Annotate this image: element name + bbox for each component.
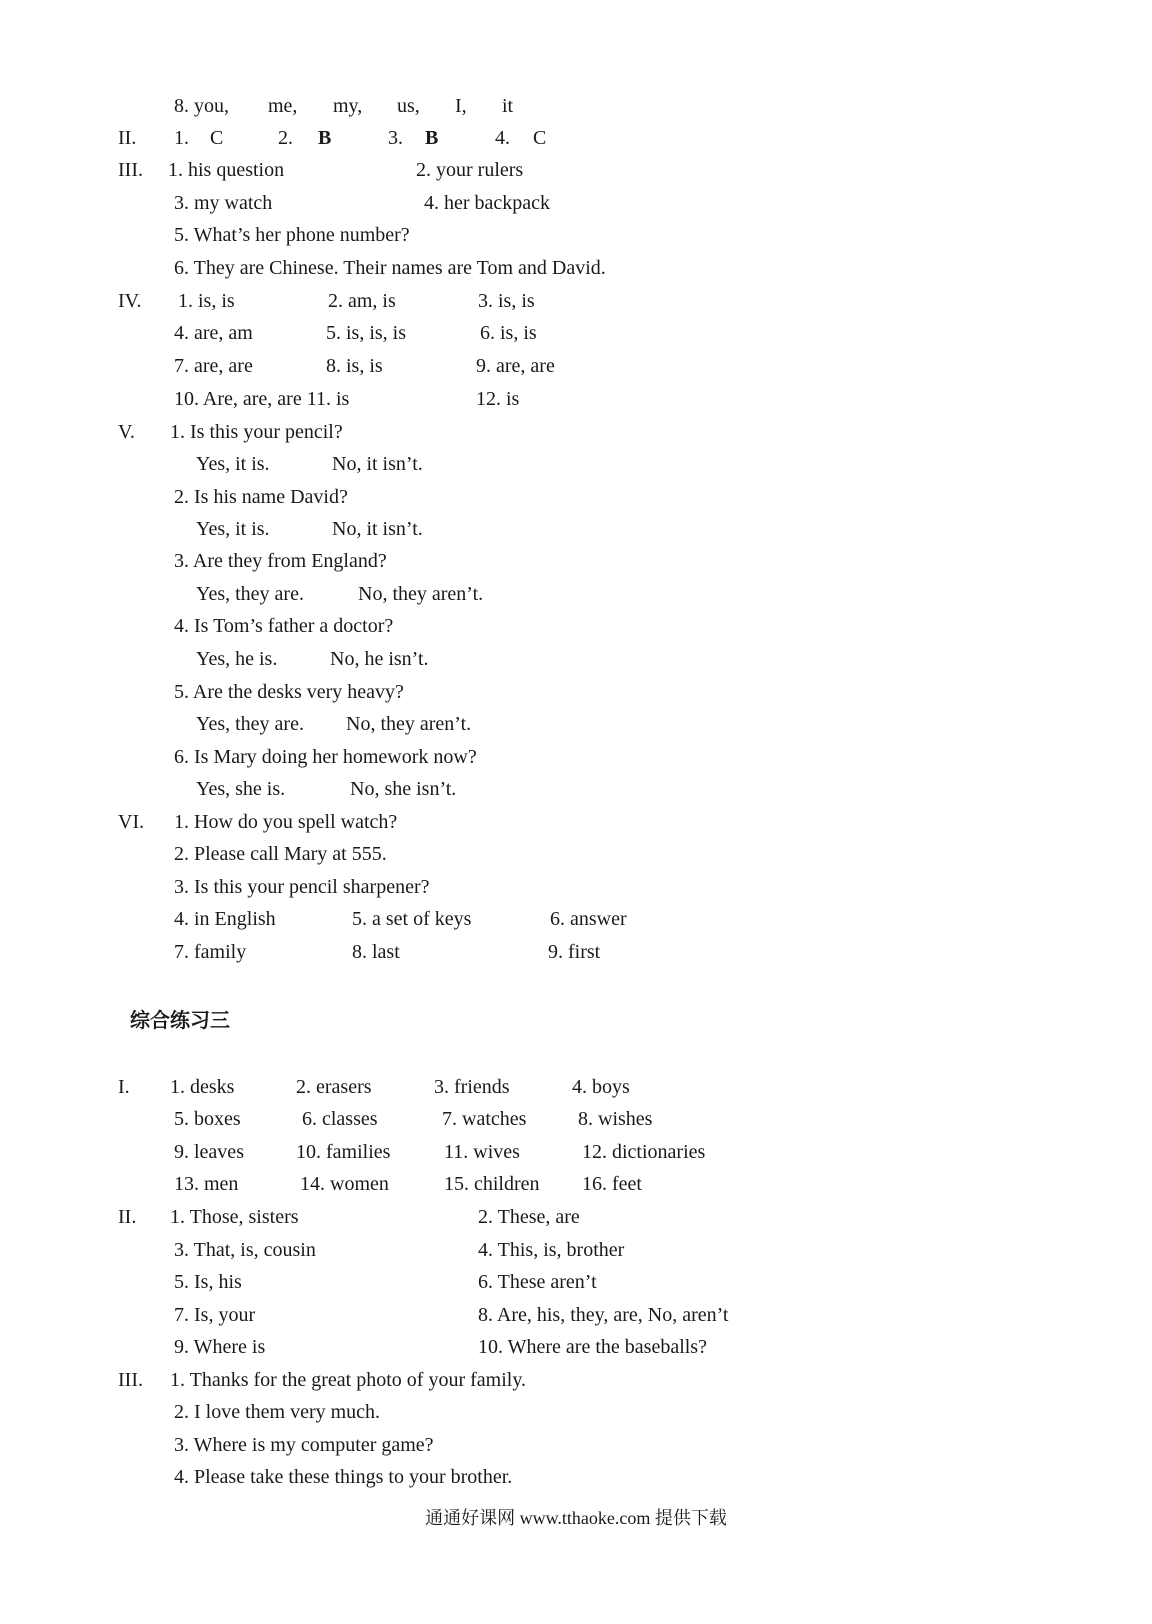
answer-item: 14. women — [300, 1173, 389, 1195]
answer-item: 9. are, are — [476, 355, 555, 377]
section-numeral: II. — [118, 127, 137, 149]
answer-item: 11. wives — [444, 1141, 520, 1163]
answer-item: 4. her backpack — [424, 192, 551, 214]
answer-item: C — [533, 127, 547, 149]
answer-item: 6. is, is — [480, 322, 537, 344]
answer-item: 3. my watch — [174, 192, 273, 214]
section-heading: 综合练习三 — [130, 1008, 230, 1032]
answer-line — [0, 839, 1152, 869]
answer-item: my, — [333, 95, 363, 117]
answer-item: 3. friends — [434, 1076, 510, 1098]
answer-line — [0, 188, 1152, 218]
answer-item: 10. Where are the baseballs? — [478, 1336, 707, 1358]
answer-line — [0, 514, 1152, 544]
answer-item: 7. are, are — [174, 355, 253, 377]
answer-item: 16. feet — [582, 1173, 642, 1195]
answer-item: 12. is — [476, 388, 520, 410]
answer-item: 3. Is this your pencil sharpener? — [174, 876, 430, 898]
answer-line — [0, 709, 1152, 739]
answer-line — [0, 1365, 1152, 1395]
answer-item: 9. leaves — [174, 1141, 244, 1163]
answer-item: 2. erasers — [296, 1076, 372, 1098]
answer-item: No, they aren’t. — [358, 583, 484, 605]
answer-item: 7. watches — [442, 1108, 527, 1130]
answer-line — [0, 91, 1152, 121]
answer-item: 1. his question — [168, 159, 285, 181]
answer-item: 6. They are Chinese. Their names are Tom and David. — [174, 257, 606, 279]
answer-item: 5. a set of keys — [352, 908, 472, 930]
answer-line — [0, 482, 1152, 512]
answer-item: 6. classes — [302, 1108, 378, 1130]
answer-item: 6. These aren’t — [478, 1271, 597, 1293]
answer-item: 2. — [278, 127, 293, 149]
answer-item: Yes, it is. — [196, 453, 270, 475]
question-line: 6. Is Mary doing her homework now? — [174, 746, 477, 768]
answer-item: 4. This, is, brother — [478, 1239, 625, 1261]
answer-line — [0, 253, 1152, 283]
answer-item: 4. Please take these things to your brother. — [174, 1466, 513, 1488]
answer-item: 4. are, am — [174, 322, 253, 344]
answer-line — [0, 1169, 1152, 1199]
answer-item: 9. Where is — [174, 1336, 266, 1358]
answer-line — [0, 774, 1152, 804]
answer-line — [0, 417, 1152, 447]
answer-item: C — [210, 127, 224, 149]
answer-item: 6. answer — [550, 908, 627, 930]
answer-item: 13. men — [174, 1173, 239, 1195]
answer-line — [0, 1104, 1152, 1134]
answer-item: 2. Please call Mary at 555. — [174, 843, 387, 865]
answer-line — [0, 384, 1152, 414]
answer-item: 7. Is, your — [174, 1304, 256, 1326]
answer-item: 1. — [174, 127, 189, 149]
answer-item: 2. am, is — [328, 290, 396, 312]
section-numeral: II. — [118, 1206, 137, 1228]
answer-line — [0, 937, 1152, 967]
answer-line — [0, 1137, 1152, 1167]
answer-line — [0, 546, 1152, 576]
answer-item: Yes, he is. — [196, 648, 278, 670]
section-numeral: VI. — [118, 811, 145, 833]
answer-item: 5. Is, his — [174, 1271, 242, 1293]
answer-line — [0, 318, 1152, 348]
answer-line — [0, 644, 1152, 674]
answer-item: Yes, they are. — [196, 583, 304, 605]
answer-item: 3. Where is my computer game? — [174, 1434, 434, 1456]
answer-line — [0, 611, 1152, 641]
question-line: 4. Is Tom’s father a doctor? — [174, 615, 394, 637]
answer-item: 1. Those, sisters — [170, 1206, 299, 1228]
answer-item: No, she isn’t. — [350, 778, 457, 800]
answer-item: 8. last — [352, 941, 400, 963]
answer-item: 5. What’s her phone number? — [174, 224, 410, 246]
answer-line — [0, 742, 1152, 772]
question-line: 2. Is his name David? — [174, 486, 348, 508]
answer-line — [0, 449, 1152, 479]
answer-item: it — [502, 95, 514, 117]
answer-item: 8. Are, his, they, are, No, aren’t — [478, 1304, 729, 1326]
answer-item: 1. How do you spell watch? — [174, 811, 398, 833]
answer-item: 12. dictionaries — [582, 1141, 706, 1163]
page-footer: 通通好课网 www.tthaoke.com 提供下载 — [425, 1508, 727, 1528]
answer-item: B — [425, 127, 439, 149]
answer-line — [0, 1332, 1152, 1362]
answer-item: Yes, it is. — [196, 518, 270, 540]
answer-item: I, — [455, 95, 467, 117]
answer-item: No, it isn’t. — [332, 518, 423, 540]
answer-item: 9. first — [548, 941, 601, 963]
question-line: 1. Is this your pencil? — [170, 421, 343, 443]
answer-item: 2. I love them very much. — [174, 1401, 381, 1423]
answer-item: 8. is, is — [326, 355, 383, 377]
answer-item: 2. These, are — [478, 1206, 580, 1228]
question-line: 3. Are they from England? — [174, 550, 387, 572]
answer-item: 5. is, is, is — [326, 322, 407, 344]
answer-item: 10. families — [296, 1141, 391, 1163]
answer-line — [0, 1430, 1152, 1460]
answer-item: 3. is, is — [478, 290, 535, 312]
answer-line — [0, 1072, 1152, 1102]
answer-line — [0, 807, 1152, 837]
answer-item: 3. That, is, cousin — [174, 1239, 316, 1261]
section-numeral: V. — [118, 421, 135, 443]
answer-item: 8. you, — [174, 95, 229, 117]
answer-item: Yes, she is. — [196, 778, 286, 800]
answer-item: 3. — [388, 127, 403, 149]
answer-line — [0, 123, 1152, 153]
question-line: 5. Are the desks very heavy? — [174, 681, 404, 703]
answer-item: 4. — [495, 127, 510, 149]
answer-line — [0, 904, 1152, 934]
section-numeral: I. — [118, 1076, 130, 1098]
answer-item: 10. Are, are, are 11. is — [174, 388, 350, 410]
answer-item: 2. your rulers — [416, 159, 524, 181]
section-numeral: III. — [118, 159, 143, 181]
answer-item: B — [318, 127, 332, 149]
answer-line — [0, 220, 1152, 250]
answer-item: Yes, they are. — [196, 713, 304, 735]
answer-line — [0, 351, 1152, 381]
answer-item: 7. family — [174, 941, 247, 963]
answer-line — [0, 579, 1152, 609]
section-numeral: IV. — [118, 290, 142, 312]
answer-item: me, — [268, 95, 298, 117]
answer-line — [0, 286, 1152, 316]
answer-line — [0, 1267, 1152, 1297]
answer-item: 1. desks — [170, 1076, 235, 1098]
answer-item: No, they aren’t. — [346, 713, 472, 735]
answer-line — [0, 677, 1152, 707]
answer-line — [0, 1235, 1152, 1265]
answer-item: 8. wishes — [578, 1108, 653, 1130]
answer-item: 4. boys — [572, 1076, 630, 1098]
answer-item: No, it isn’t. — [332, 453, 423, 475]
answer-line — [0, 1462, 1152, 1492]
answer-item: 1. is, is — [178, 290, 235, 312]
answer-line — [0, 155, 1152, 185]
answer-item: No, he isn’t. — [330, 648, 429, 670]
answer-line — [0, 1202, 1152, 1232]
answer-item: 5. boxes — [174, 1108, 241, 1130]
answer-item: 15. children — [444, 1173, 540, 1195]
answer-line — [0, 872, 1152, 902]
answer-item: 1. Thanks for the great photo of your family. — [170, 1369, 527, 1391]
answer-line — [0, 1397, 1152, 1427]
section-numeral: III. — [118, 1369, 143, 1391]
answer-item: 4. in English — [174, 908, 276, 930]
answer-item: us, — [397, 95, 420, 117]
answer-line — [0, 1300, 1152, 1330]
